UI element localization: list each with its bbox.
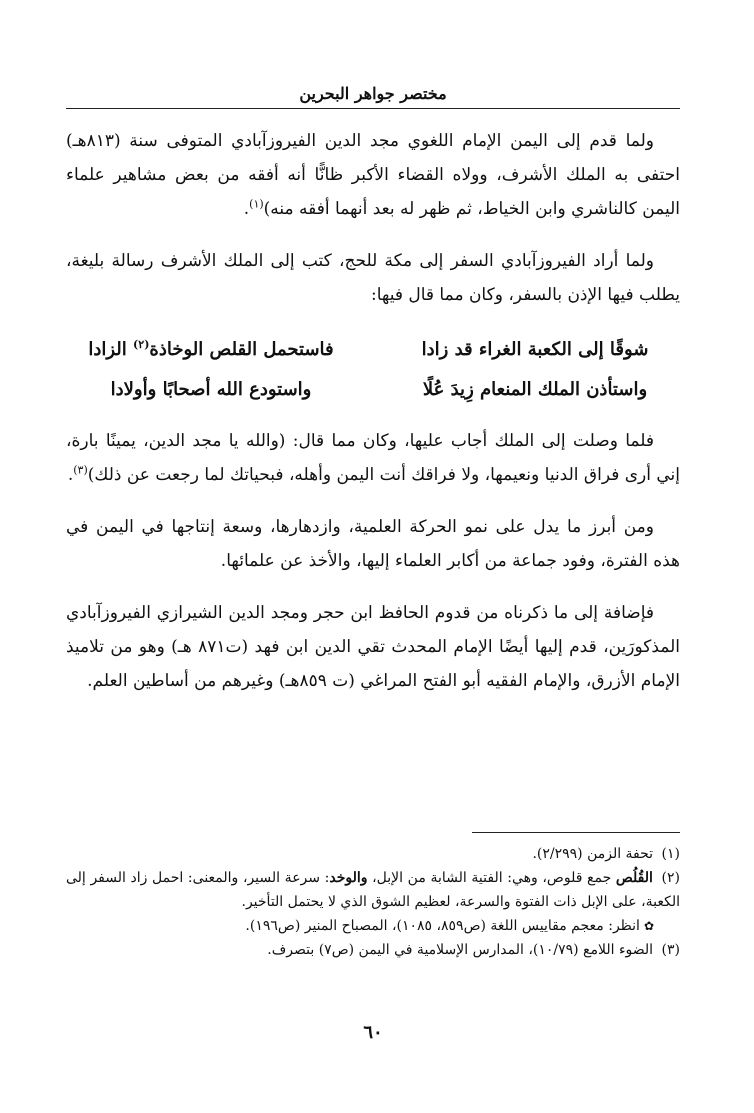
footnote-rule xyxy=(472,832,680,833)
footnote-text: الضوء اللامع (١٠/٧٩)، المدارس الإسلامية في اليمن (ص٧) بتصرف. xyxy=(267,942,654,958)
verse-line-1-first-hemistich: شوقًا إلى الكعبة الغراء قد زادا xyxy=(421,339,649,360)
paragraph-2: ولما أراد الفيروزآبادي السفر إلى مكة للحج، كتب إلى الملك الأشرف رسالة بليغة، يطلب فيها الإذن بالسفر، وكان مما قال فيها: xyxy=(66,251,680,305)
verse-line-2-first-hemistich: واستأذن الملك المنعام زِيدَ عُلًا xyxy=(422,379,648,400)
flower-icon: ✿ xyxy=(643,919,654,933)
document-page xyxy=(66,0,680,1113)
footnote-text: : سرعة السير، والمعنى: احمل زاد السفر إلى الكعبة، على الإبل ذات الفتوة والسرعة، لعظيم الشوق الذي لا يحتمل التأخير. xyxy=(66,870,680,910)
verse-line-1 xyxy=(66,330,680,370)
footnote-text: جمع قلوص، وهي: الفتية الشابة من الإبل، xyxy=(367,870,616,886)
footnote-number: (١) xyxy=(661,846,680,862)
footnote-term: القُلُص xyxy=(615,870,653,886)
verse-line-2 xyxy=(66,370,680,410)
paragraph-4: ومن أبرز ما يدل على نمو الحركة العلمية، وازدهارها، وسعة إنتاجها في اليمن في هذه الفترة، وفود جماعة من أكابر العلماء إليها، والأخذ عن علمائها. xyxy=(66,517,680,571)
header-rule xyxy=(66,108,680,109)
footnote-ref-2[interactable]: (٢) xyxy=(133,338,150,351)
footnote-text: تحفة الزمن (٢/٢٩٩). xyxy=(532,846,654,862)
footnotes xyxy=(66,842,680,962)
page-number: ٦٠ xyxy=(363,1022,383,1043)
footnote-number: (٣) xyxy=(661,942,680,958)
paragraph-5: فإضافة إلى ما ذكرناه من قدوم الحافظ ابن حجر ومجد الدين الشيرازي الفيروزآبادي المذكورَين، قدم إليها أيضًا الإمام المحدث تقي الدين ابن فهد (ت٨٧١ هـ) وهو من تلاميذ الإمام الأزرق، والإمام الفقيه أبو الفتح المراغي (ت ٨٥٩هـ) وغيرهم من أساطين العلم. xyxy=(66,603,681,691)
main-text xyxy=(66,124,680,716)
footnote-3 xyxy=(66,938,680,962)
footnote-number: (٢) xyxy=(661,870,681,886)
footnote-2 xyxy=(66,866,680,914)
running-header: مختصر جواهر البحرين xyxy=(299,84,447,103)
footnote-1 xyxy=(66,842,680,866)
footnote-ref-3[interactable]: (٣) xyxy=(73,463,88,477)
poem-verse xyxy=(66,330,680,410)
paragraph-3: فلما وصلت إلى الملك أجاب عليها، وكان مما قال: (والله يا مجد الدين، يمينًا بارة، إني أرى فراق الدنيا ونعيمها، ولا فراقك أنت اليمن وأهله، فبحياتك لما رجعت عن ذلك)$^{(٣)}$. xyxy=(66,431,680,485)
verse-line-2-second-hemistich: واستودع الله أصحابًا وأولادا xyxy=(110,379,312,400)
paragraph-1: ولما قدم إلى اليمن الإمام اللغوي مجد الدين الفيروزآبادي المتوفى سنة (٨١٣هـ) احتفى به الملك الأشرف، وولاه القضاء الأكبر ظانًّا أنه أفقه من بعض مشاهير علماء اليمن كالناشري وابن الخياط، ثم ظهر له بعد أنهما أفقه منه)$^{(١)}$. xyxy=(66,131,680,219)
footnote-term: والوخد xyxy=(329,870,368,886)
footnote-ref-1[interactable]: (١) xyxy=(249,197,264,211)
footnote-2-reference: ✿انظر: معجم مقاييس اللغة (ص٨٥٩، ١٠٨٥)، المصباح المنير (ص١٩٦). xyxy=(66,914,680,938)
verse-line-1-second-hemistich: فاستحمل القلص الوخاذة$^{(٢)}$ الزادا xyxy=(88,338,334,360)
